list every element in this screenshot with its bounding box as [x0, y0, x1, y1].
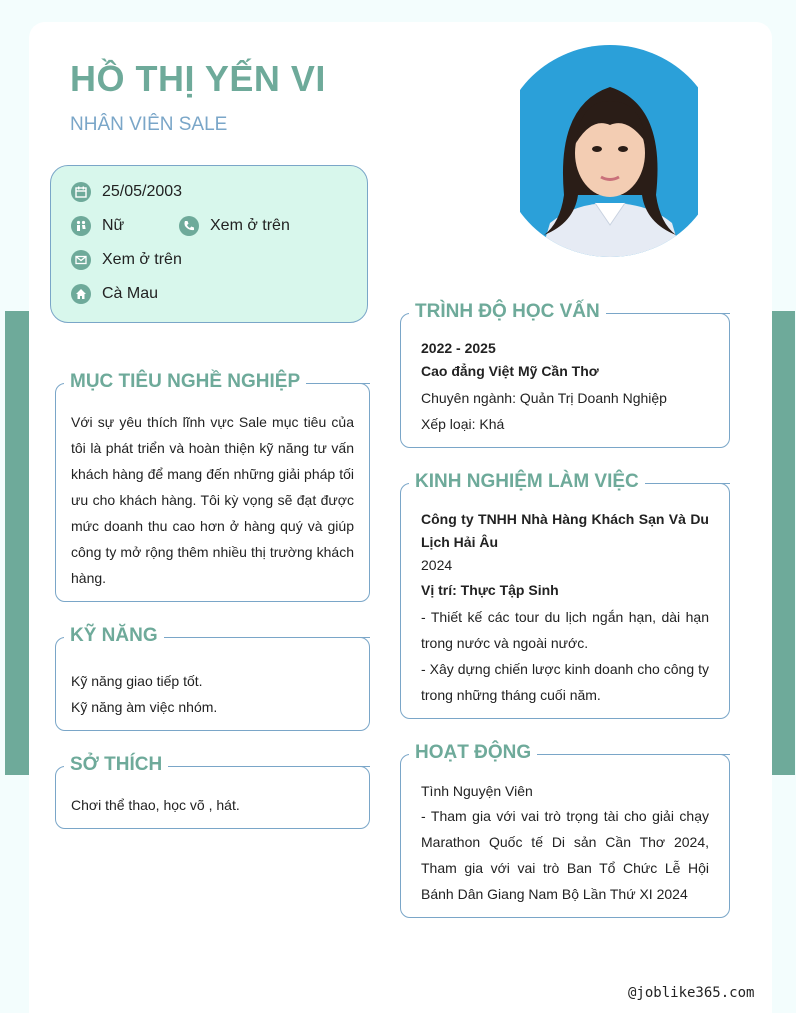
experience-position: Vị trí: Thực Tập Sinh	[421, 582, 559, 598]
education-period: 2022 - 2025	[421, 340, 496, 356]
phone-icon	[179, 216, 199, 236]
envelope-icon	[71, 250, 91, 270]
experience-duty: - Xây dựng chiến lược kinh doanh cho công ty trong những tháng cuối năm.	[421, 661, 709, 703]
profile-photo	[500, 45, 720, 257]
education-school: Cao đẳng Việt Mỹ Cần Thơ	[421, 363, 599, 379]
skill-item: Kỹ năng giao tiếp tốt.	[71, 673, 203, 689]
person-portrait-icon	[500, 45, 720, 257]
calendar-icon	[71, 182, 91, 202]
education-rank: Xếp loại: Khá	[421, 416, 505, 432]
activities-title: HOẠT ĐỘNG	[409, 742, 537, 764]
address-value: Cà Mau	[102, 285, 159, 302]
skill-item: Kỹ năng àm việc nhóm.	[71, 699, 218, 715]
experience-title: KINH NGHIỆM LÀM VIỆC	[409, 471, 645, 493]
education-title: TRÌNH ĐỘ HỌC VẤN	[409, 301, 606, 323]
activity-name: Tình Nguyện Viên	[421, 783, 533, 799]
decor-band-right	[772, 311, 795, 775]
hobbies-title: SỞ THÍCH	[64, 754, 168, 776]
phone-row	[179, 216, 290, 236]
gender-value: Nữ	[102, 217, 125, 234]
email-row	[71, 250, 182, 270]
decor-band-left	[5, 311, 29, 775]
experience-duty: - Thiết kế các tour du lịch ngắn hạn, dài hạn trong nước và ngoài nước.	[421, 609, 709, 651]
address-row	[71, 284, 158, 304]
education-major: Chuyên ngành: Quản Trị Doanh Nghiệp	[421, 390, 667, 406]
email-value: Xem ở trên	[102, 251, 182, 268]
home-icon	[71, 284, 91, 304]
birthday-value: 25/05/2003	[102, 183, 183, 200]
objective-text: Với sự yêu thích lĩnh vực Sale mục tiêu của tôi là phát triển và hoàn thiện kỹ năng tư vấn khách hàng để mang đến những giải pháp tối ưu cho khách hàng. Tôi kỳ vọng sẽ đạt được mức doanh thu cao hơn ở hàng quý và giúp công ty mở rộng thêm nhiều thị trường khách hàng.	[71, 414, 354, 586]
experience-company: Công ty TNHH Nhà Hàng Khách Sạn Và Du Lịch Hải Âu	[421, 511, 709, 550]
objective-title: MỤC TIÊU NGHỀ NGHIỆP	[64, 371, 306, 393]
activity-desc: - Tham gia với vai trò trọng tài cho giải chạy Marathon Quốc tế Di sản Cần Thơ 2024, Tham gia với vai trò Ban Tổ Chức Lễ Hội Bánh Dân Giang Nam Bộ Lần Thứ XI 2024	[421, 808, 709, 902]
job-title: NHÂN VIÊN SALE	[70, 114, 228, 135]
phone-value: Xem ở trên	[210, 217, 290, 234]
watermark-text: @joblike365.com	[628, 985, 755, 1001]
gender-row	[71, 216, 124, 236]
birthday-row	[71, 182, 182, 202]
skills-title: KỸ NĂNG	[64, 625, 164, 647]
hobbies-text: Chơi thể thao, học võ , hát.	[71, 797, 240, 813]
experience-year: 2024	[421, 557, 453, 573]
gender-icon	[71, 216, 91, 236]
candidate-name: HỒ THỊ YẾN VI	[70, 58, 326, 99]
